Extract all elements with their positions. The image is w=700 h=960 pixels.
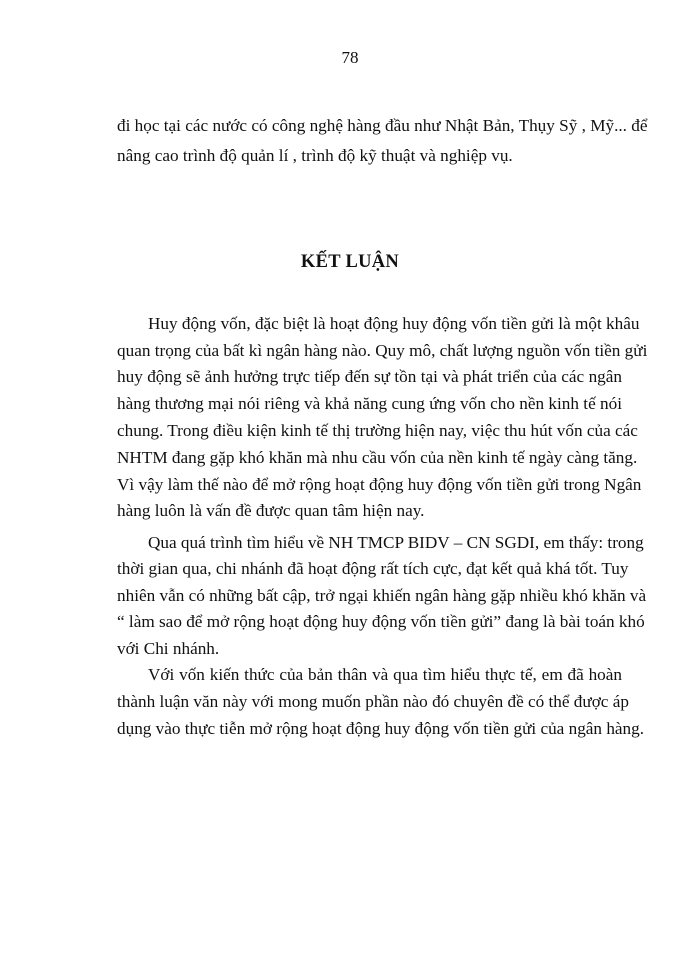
paragraph-line: Huy động vốn, đặc biệt là hoạt động huy động vốn tiền gửi là một khâu bbox=[148, 314, 640, 333]
paragraph-line: chung. Trong điều kiện kinh tế thị trường hiện nay, việc thu hút vốn của các bbox=[117, 421, 638, 440]
paragraph-line: Vì vậy làm thế nào để mở rộng hoạt động huy động vốn tiền gửi trong Ngân bbox=[117, 475, 642, 494]
paragraph-line: thành luận văn này với mong muốn phần nào đó chuyên đề có thể được áp bbox=[117, 692, 629, 711]
paragraph-line: với Chi nhánh. bbox=[117, 639, 220, 658]
paragraph-line: hàng thương mại nói riêng và khả năng cung ứng vốn cho nền kinh tế nói bbox=[117, 394, 622, 413]
paragraph-line: Qua quá trình tìm hiểu về NH TMCP BIDV – CN SGDI, em thấy: trong bbox=[148, 533, 644, 552]
paragraph-line: hàng luôn là vấn đề được quan tâm hiện nay. bbox=[117, 501, 425, 520]
paragraph-line: dụng vào thực tiễn mở rộng hoạt động huy động vốn tiền gửi của ngân hàng. bbox=[117, 719, 645, 738]
paragraph-line: Với vốn kiến thức của bản thân và qua tìm hiểu thực tế, em đã hoàn bbox=[148, 665, 622, 684]
paragraph-line: thời gian qua, chi nhánh đã hoạt động rất tích cực, đạt kết quả khá tốt. Tuy bbox=[117, 559, 629, 578]
section-heading: KẾT LUẬN bbox=[300, 252, 400, 272]
intro-line: nâng cao trình độ quản lí , trình độ kỹ thuật và nghiệp vụ. bbox=[117, 146, 513, 165]
paragraph-line: NHTM đang gặp khó khăn mà nhu cầu vốn của nền kinh tế ngày càng tăng. bbox=[117, 448, 638, 467]
page-number: 78 bbox=[341, 48, 359, 67]
paragraph-line: huy động sẽ ảnh hưởng trực tiếp đến sự tồn tại và phát triển của các ngân bbox=[117, 367, 622, 386]
paragraph-line: nhiên vẫn có những bất cập, trở ngại khiến ngân hàng gặp nhiều khó khăn và bbox=[117, 586, 647, 605]
paragraph-line: quan trọng của bất kì ngân hàng nào. Quy mô, chất lượng nguồn vốn tiền gửi bbox=[117, 341, 648, 360]
paragraph-line: “ làm sao để mở rộng hoạt động huy động vốn tiền gửi” đang là bài toán khó bbox=[117, 612, 645, 631]
intro-line: đi học tại các nước có công nghệ hàng đầu như Nhật Bản, Thụy Sỹ , Mỹ... để bbox=[117, 116, 648, 135]
